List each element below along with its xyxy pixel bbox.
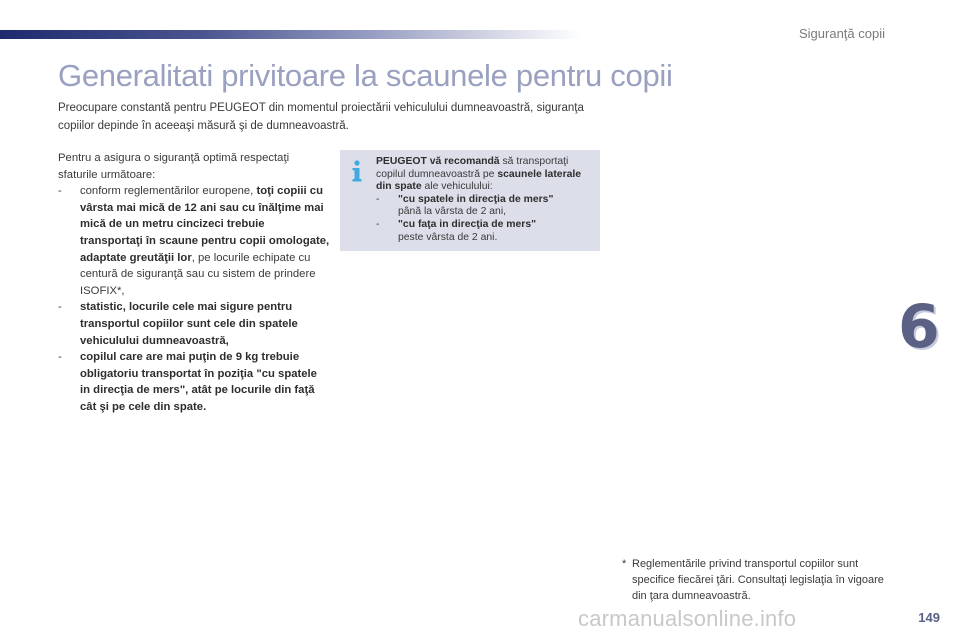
recommendation-item — [376, 219, 596, 244]
recommendation-item-text: "cu spatele in direcţia de mers" până la vârsta de 2 ani, — [398, 193, 554, 218]
bullet-dash: - — [58, 185, 62, 198]
bullet-dash: - — [376, 193, 380, 205]
advice-column — [58, 150, 330, 416]
recommendation-text — [376, 156, 596, 244]
page-title: Generalitati privitoare la scaunele pentru copii — [58, 58, 673, 93]
recommendation-box — [340, 150, 600, 251]
header-gradient-bar — [0, 30, 580, 39]
advice-lead: Pentru a asigura o siguranţă optimă respectaţi sfaturile următoare: — [58, 152, 290, 181]
bullet-dash: - — [58, 351, 62, 364]
advice-item-text: statistic, locurile cele mai sigure pentru transportul copiilor sunt cele din spatele vehiculului dumneavoastră, — [80, 301, 298, 347]
advice-item — [58, 299, 330, 349]
chapter-number: 6 — [898, 292, 940, 362]
advice-item — [58, 183, 330, 299]
section-title: Siguranţă copii — [799, 26, 885, 41]
footnote-text: Reglementările privind transportul copiilor sunt specifice fiecărei ţări. Consultaţi legislaţia în vigoare din ţara dumneavoastră. — [632, 558, 884, 602]
page-number: 149 — [918, 610, 940, 625]
intro-paragraph: Preocupare constantă pentru PEUGEOT din momentul proiectării vehiculului dumneavoastră, siguranţa copiilor depinde în aceeaşi măsură şi de dumneavoastră. — [58, 102, 584, 132]
footnote — [622, 556, 892, 604]
advice-item — [58, 349, 330, 415]
bullet-dash: - — [376, 218, 380, 230]
info-icon — [350, 160, 364, 182]
footnote-star: * — [622, 558, 627, 570]
recommendation-item-text: "cu faţa in direcţia de mers" peste vârsta de 2 ani. — [398, 218, 537, 243]
watermark: carmanualsonline.info — [578, 606, 797, 631]
bullet-dash: - — [58, 301, 62, 314]
recommendation-lead: PEUGEOT vă recomandă să transportaţi copilul dumneavoastră pe scaunele laterale din spate ale vehiculului: — [376, 156, 582, 193]
recommendation-item — [376, 194, 596, 219]
advice-item-text: copilul care are mai puţin de 9 kg trebuie obligatoriu transportat în poziţia "cu spatele in direcţia de mers", atât pe locurile din faţă cât şi pe cele din spate. — [80, 351, 317, 413]
advice-item-text: conform reglementărilor europene, toţi copiii cu vârsta mai mică de 12 ani sau cu înălţime mai mică de un metru cincizeci trebuie transportaţi în scaune pentru copii omologate, adaptate greutăţii lor, pe locurile echipate cu centură de siguranţă sau cu sistem de prindere ISOFIX*, — [80, 185, 330, 297]
